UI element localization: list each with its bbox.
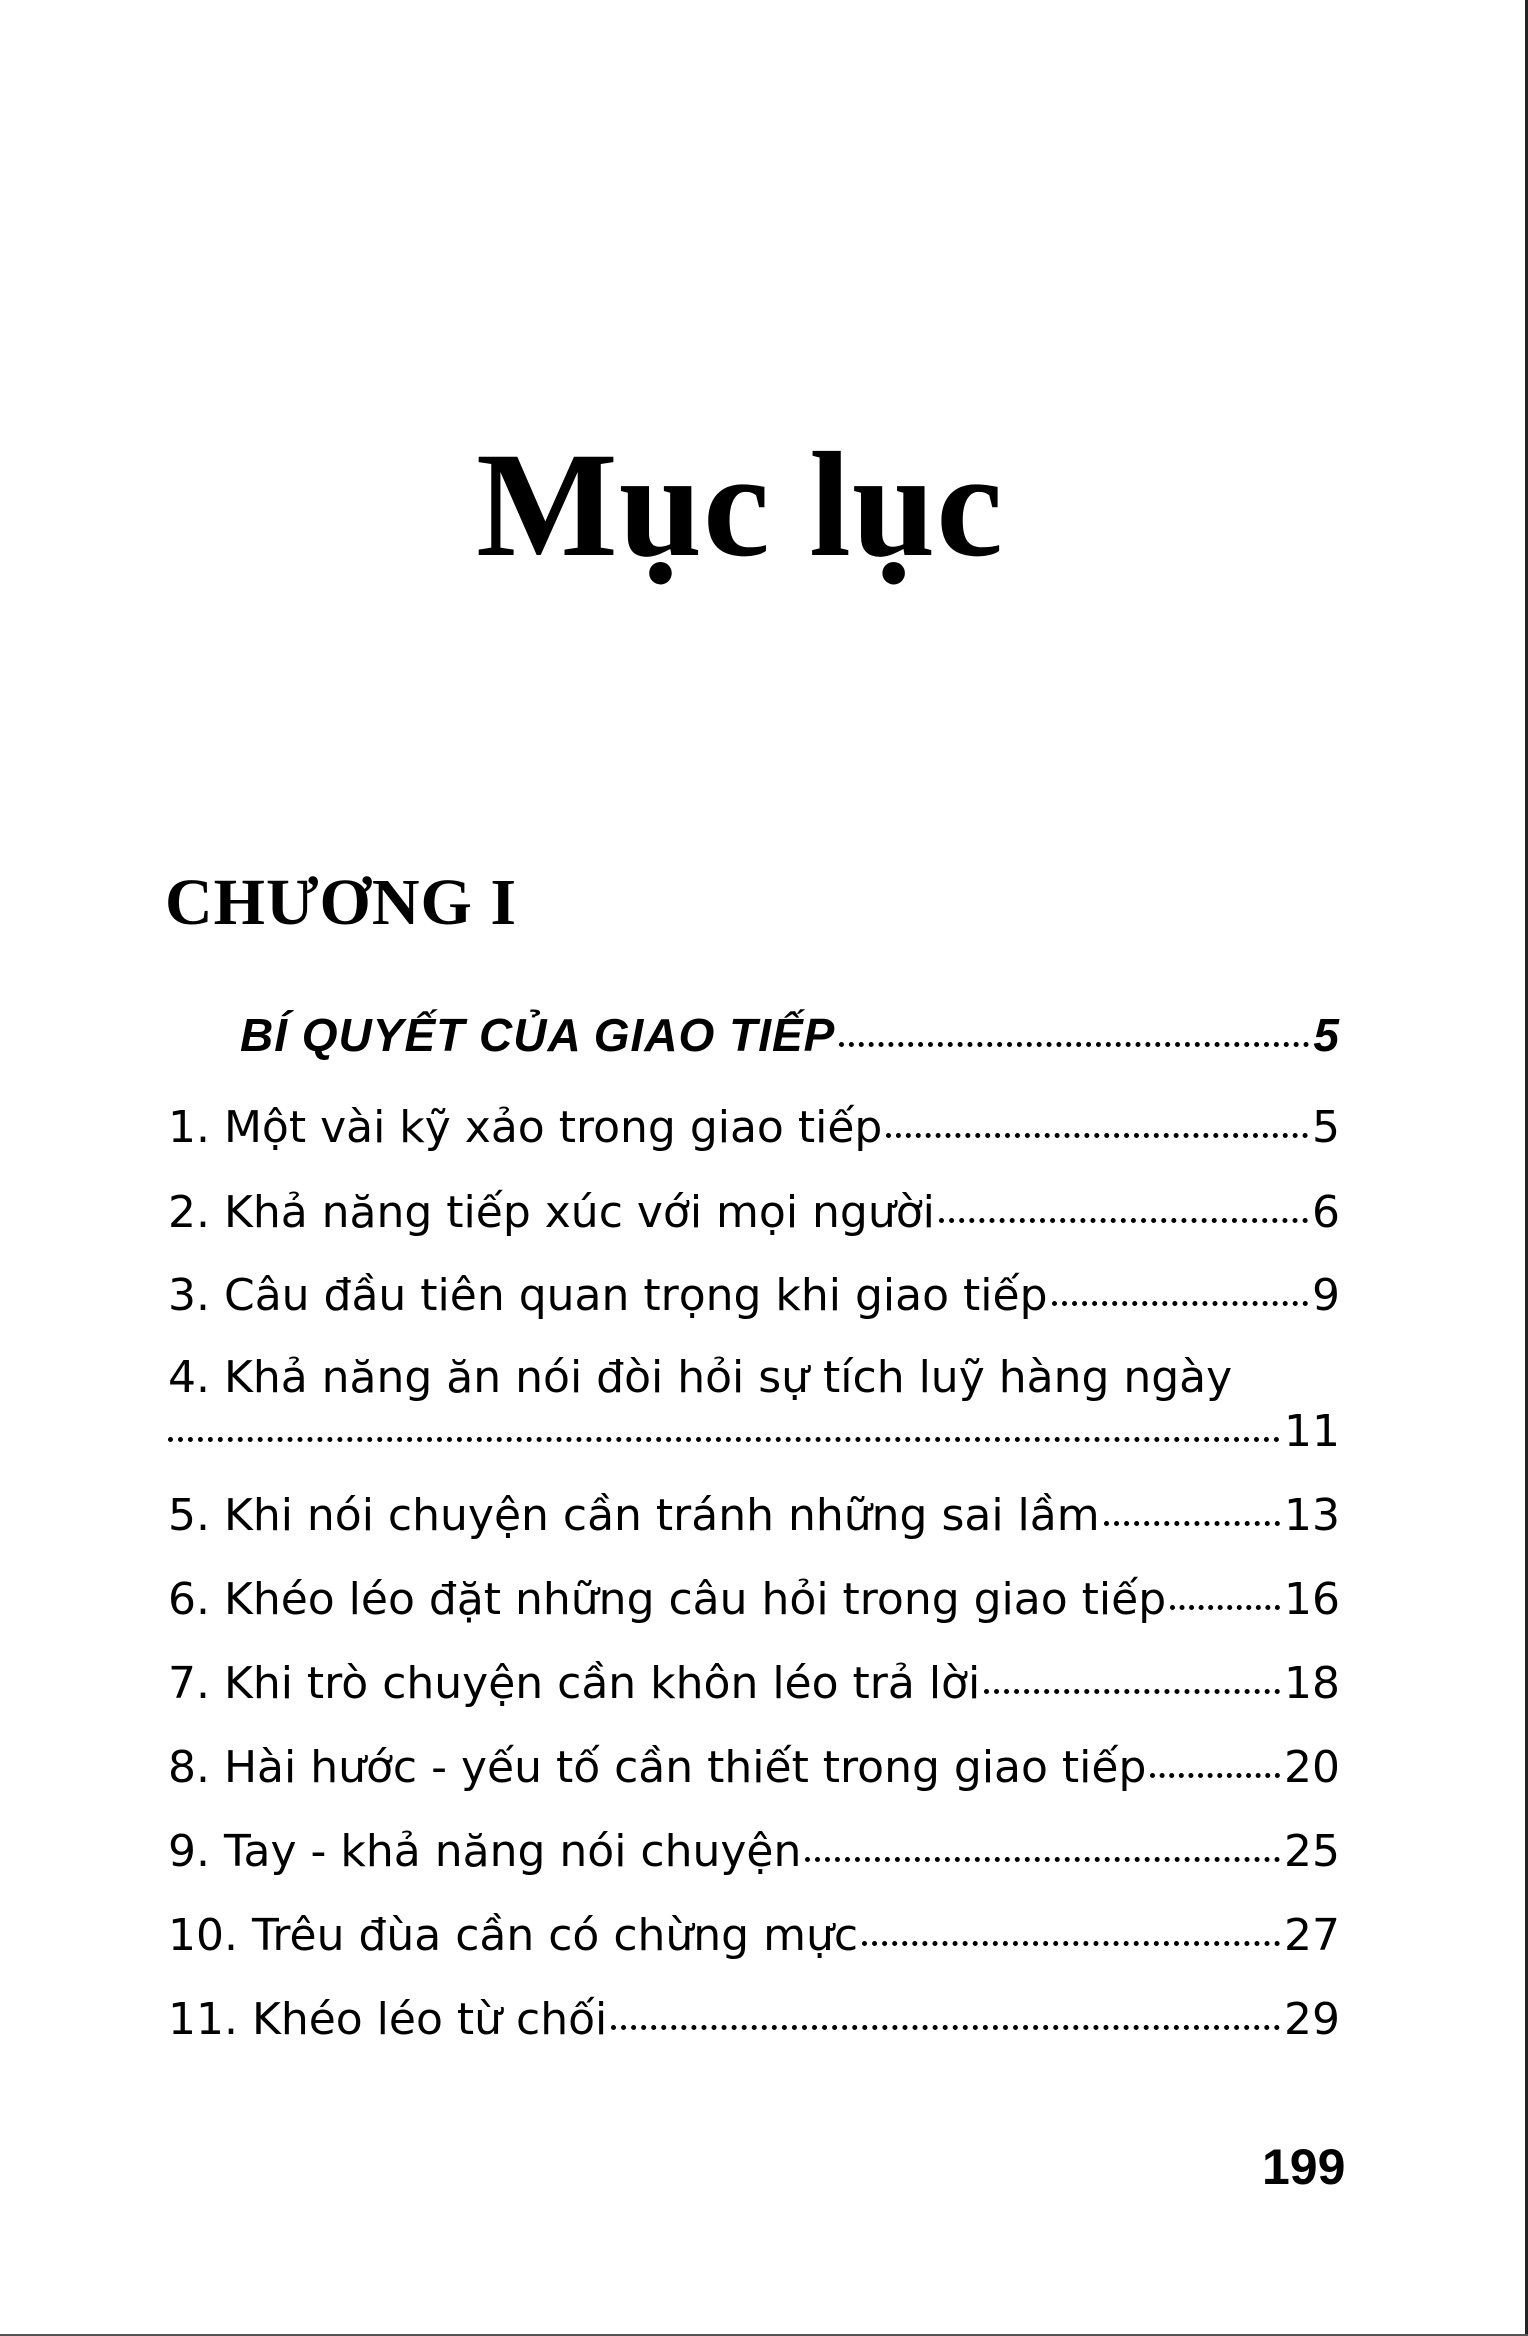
toc-entry [168,1490,1340,1541]
dot-leader [862,1941,1280,1946]
toc-entry-page: 20 [1284,1742,1340,1793]
dot-leader [1104,1521,1280,1526]
toc-entry-page: 11 [1284,1406,1340,1457]
toc-entry [168,1826,1340,1877]
toc-entry [168,1270,1340,1321]
toc-entry [168,1910,1340,1961]
toc-section-page: 5 [1313,1009,1340,1061]
toc-entry [168,1658,1340,1709]
toc-entry-continuation [168,1406,1340,1457]
dot-leader [168,1437,1280,1442]
toc-entry-label: 1. Một vài kỹ xảo trong giao tiếp [168,1102,883,1153]
toc-entry-label: 10. Trêu đùa cần có chừng mực [168,1910,859,1961]
toc-section-row [240,1009,1340,1061]
toc-entry-page: 9 [1312,1270,1340,1321]
toc-entry-page: 5 [1312,1102,1340,1153]
toc-entry [168,1187,1340,1238]
dot-leader [805,1857,1280,1862]
toc-entry-label: 8. Hài hước - yếu tố cần thiết trong giao tiếp [168,1742,1147,1793]
toc-entry [168,1742,1340,1793]
dot-leader [1150,1773,1280,1778]
toc-entry-label: 9. Tay - khả năng nói chuyện [168,1826,802,1877]
toc-entry-page: 16 [1284,1574,1340,1625]
toc-entry [168,1102,1340,1153]
toc-section-label: BÍ QUYẾT CỦA GIAO TIẾP [240,1009,836,1061]
toc-entry [168,1994,1340,2045]
toc-entry-label: 11. Khéo léo từ chối [168,1994,608,2045]
toc-entry-label: 3. Câu đầu tiên quan trọng khi giao tiếp [168,1270,1048,1321]
page-title: Mục lục [476,422,1004,588]
toc-entry-page: 6 [1312,1187,1340,1238]
dot-leader [939,1218,1308,1223]
dot-leader [1170,1605,1280,1610]
toc-entry-label: 2. Khả năng tiếp xúc với mọi người [168,1187,935,1238]
dot-leader [1052,1301,1308,1306]
dot-leader [611,2025,1280,2030]
toc-entry-page: 27 [1284,1910,1340,1961]
toc-entry-page: 25 [1284,1826,1340,1877]
toc-entry [168,1574,1340,1625]
chapter-heading: CHƯƠNG I [165,866,518,939]
toc-entry-page: 29 [1284,1994,1340,2045]
dot-leader [984,1689,1280,1694]
dot-leader [886,1133,1308,1138]
page-number: 199 [1262,2139,1346,2195]
toc-entry-page: 13 [1284,1490,1340,1541]
toc-entry-label: 7. Khi trò chuyện cần khôn léo trả lời [168,1658,981,1709]
toc-entry-label-wrapped: 4. Khả năng ăn nói đòi hỏi sự tích luỹ hàng ngày [168,1352,1233,1403]
toc-entry-label: 5. Khi nói chuyện cần tránh những sai lầm [168,1490,1100,1541]
toc-entry-page: 18 [1284,1658,1340,1709]
toc-entry-label: 6. Khéo léo đặt những câu hỏi trong giao tiếp [168,1574,1167,1625]
dot-leader [839,1042,1309,1047]
